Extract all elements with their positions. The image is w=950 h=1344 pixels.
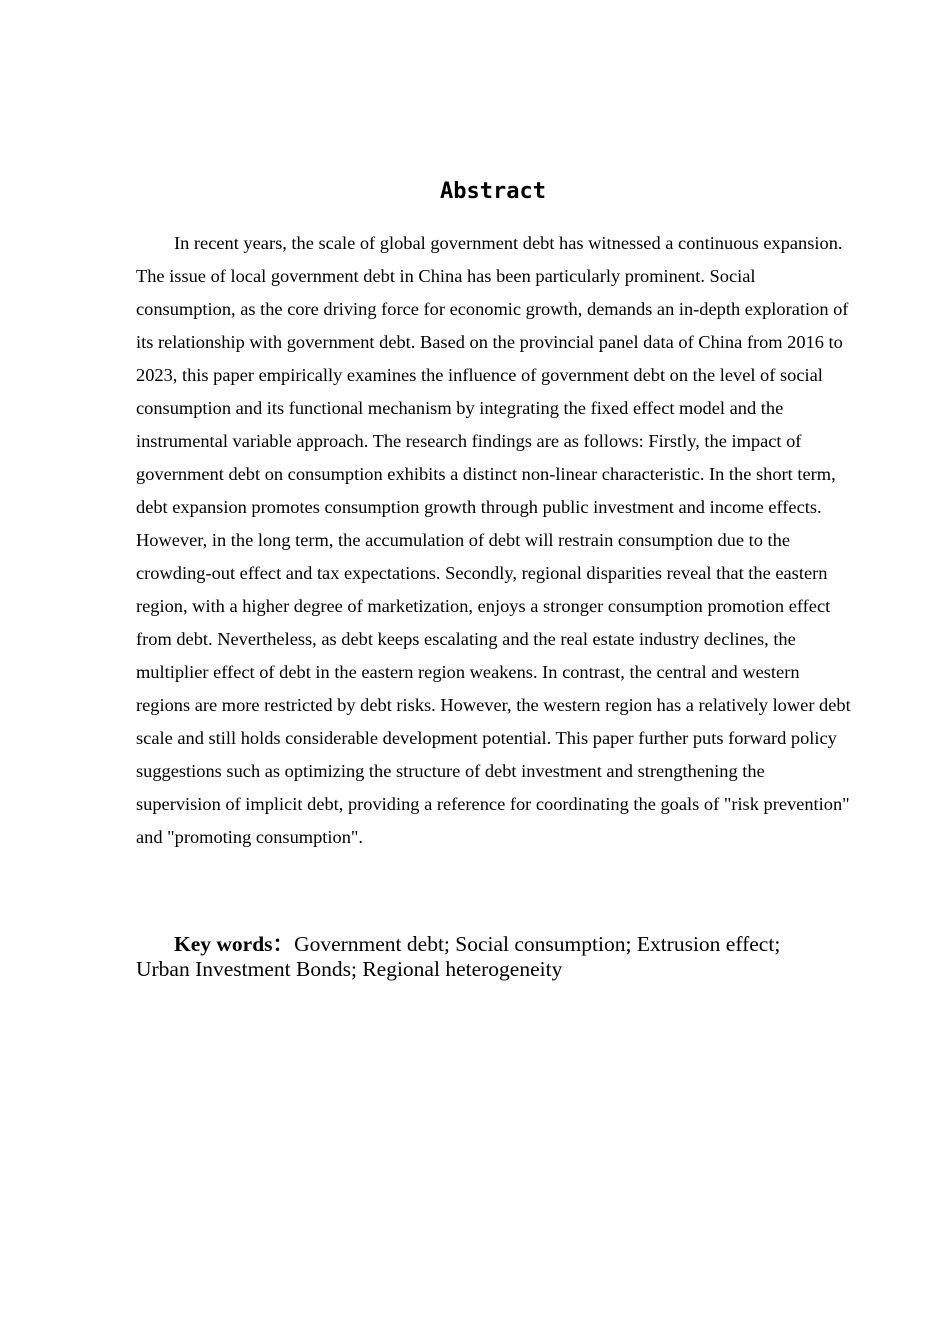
abstract-body: In recent years, the scale of global government debt has witnessed a continuous expansion. The issue of local government debt in China has been particularly prominent. Social consumption, as the core driving force for economic growth, demands an in-depth exploration of its relationship with government debt. Based on the provincial panel data of China from 2016 to 2023, this paper empirically examines the influence of government debt on the level of social consumption and its functional mechanism by integrating the fixed effect model and the instrumental variable approach. The research findings are as follows: Firstly, the impact of government debt on consumption exhibits a distinct non-linear characteristic. In the short term, debt expansion promotes consumption growth through public investment and income effects. However, in the long term, the accumulation of debt will restrain consumption due to the crowding-out effect and tax expectations. Secondly, regional disparities reveal that the eastern region, with a higher degree of marketization, enjoys a stronger consumption promotion effect from debt. Nevertheless, as debt keeps escalating and the real estate industry declines, the multiplier effect of debt in the eastern region weakens. In contrast, the central and western regions are more restricted by debt risks. However, the western region has a relatively lower debt scale and still holds considerable development potential. This paper further puts forward policy suggestions such as optimizing the structure of debt investment and strengthening the supervision of implicit debt, providing a reference for coordinating the goals of "risk prevention" and "promoting consumption". (136, 233, 851, 847)
keywords-label: Key words (174, 932, 273, 956)
keywords-separator: ： (272, 932, 295, 956)
keywords-section (136, 932, 836, 982)
abstract-title: Abstract (440, 179, 546, 204)
keywords-list: Government debt; Social consumption; Extrusion effect; Urban Investment Bonds; Regional heterogeneity (136, 932, 781, 981)
